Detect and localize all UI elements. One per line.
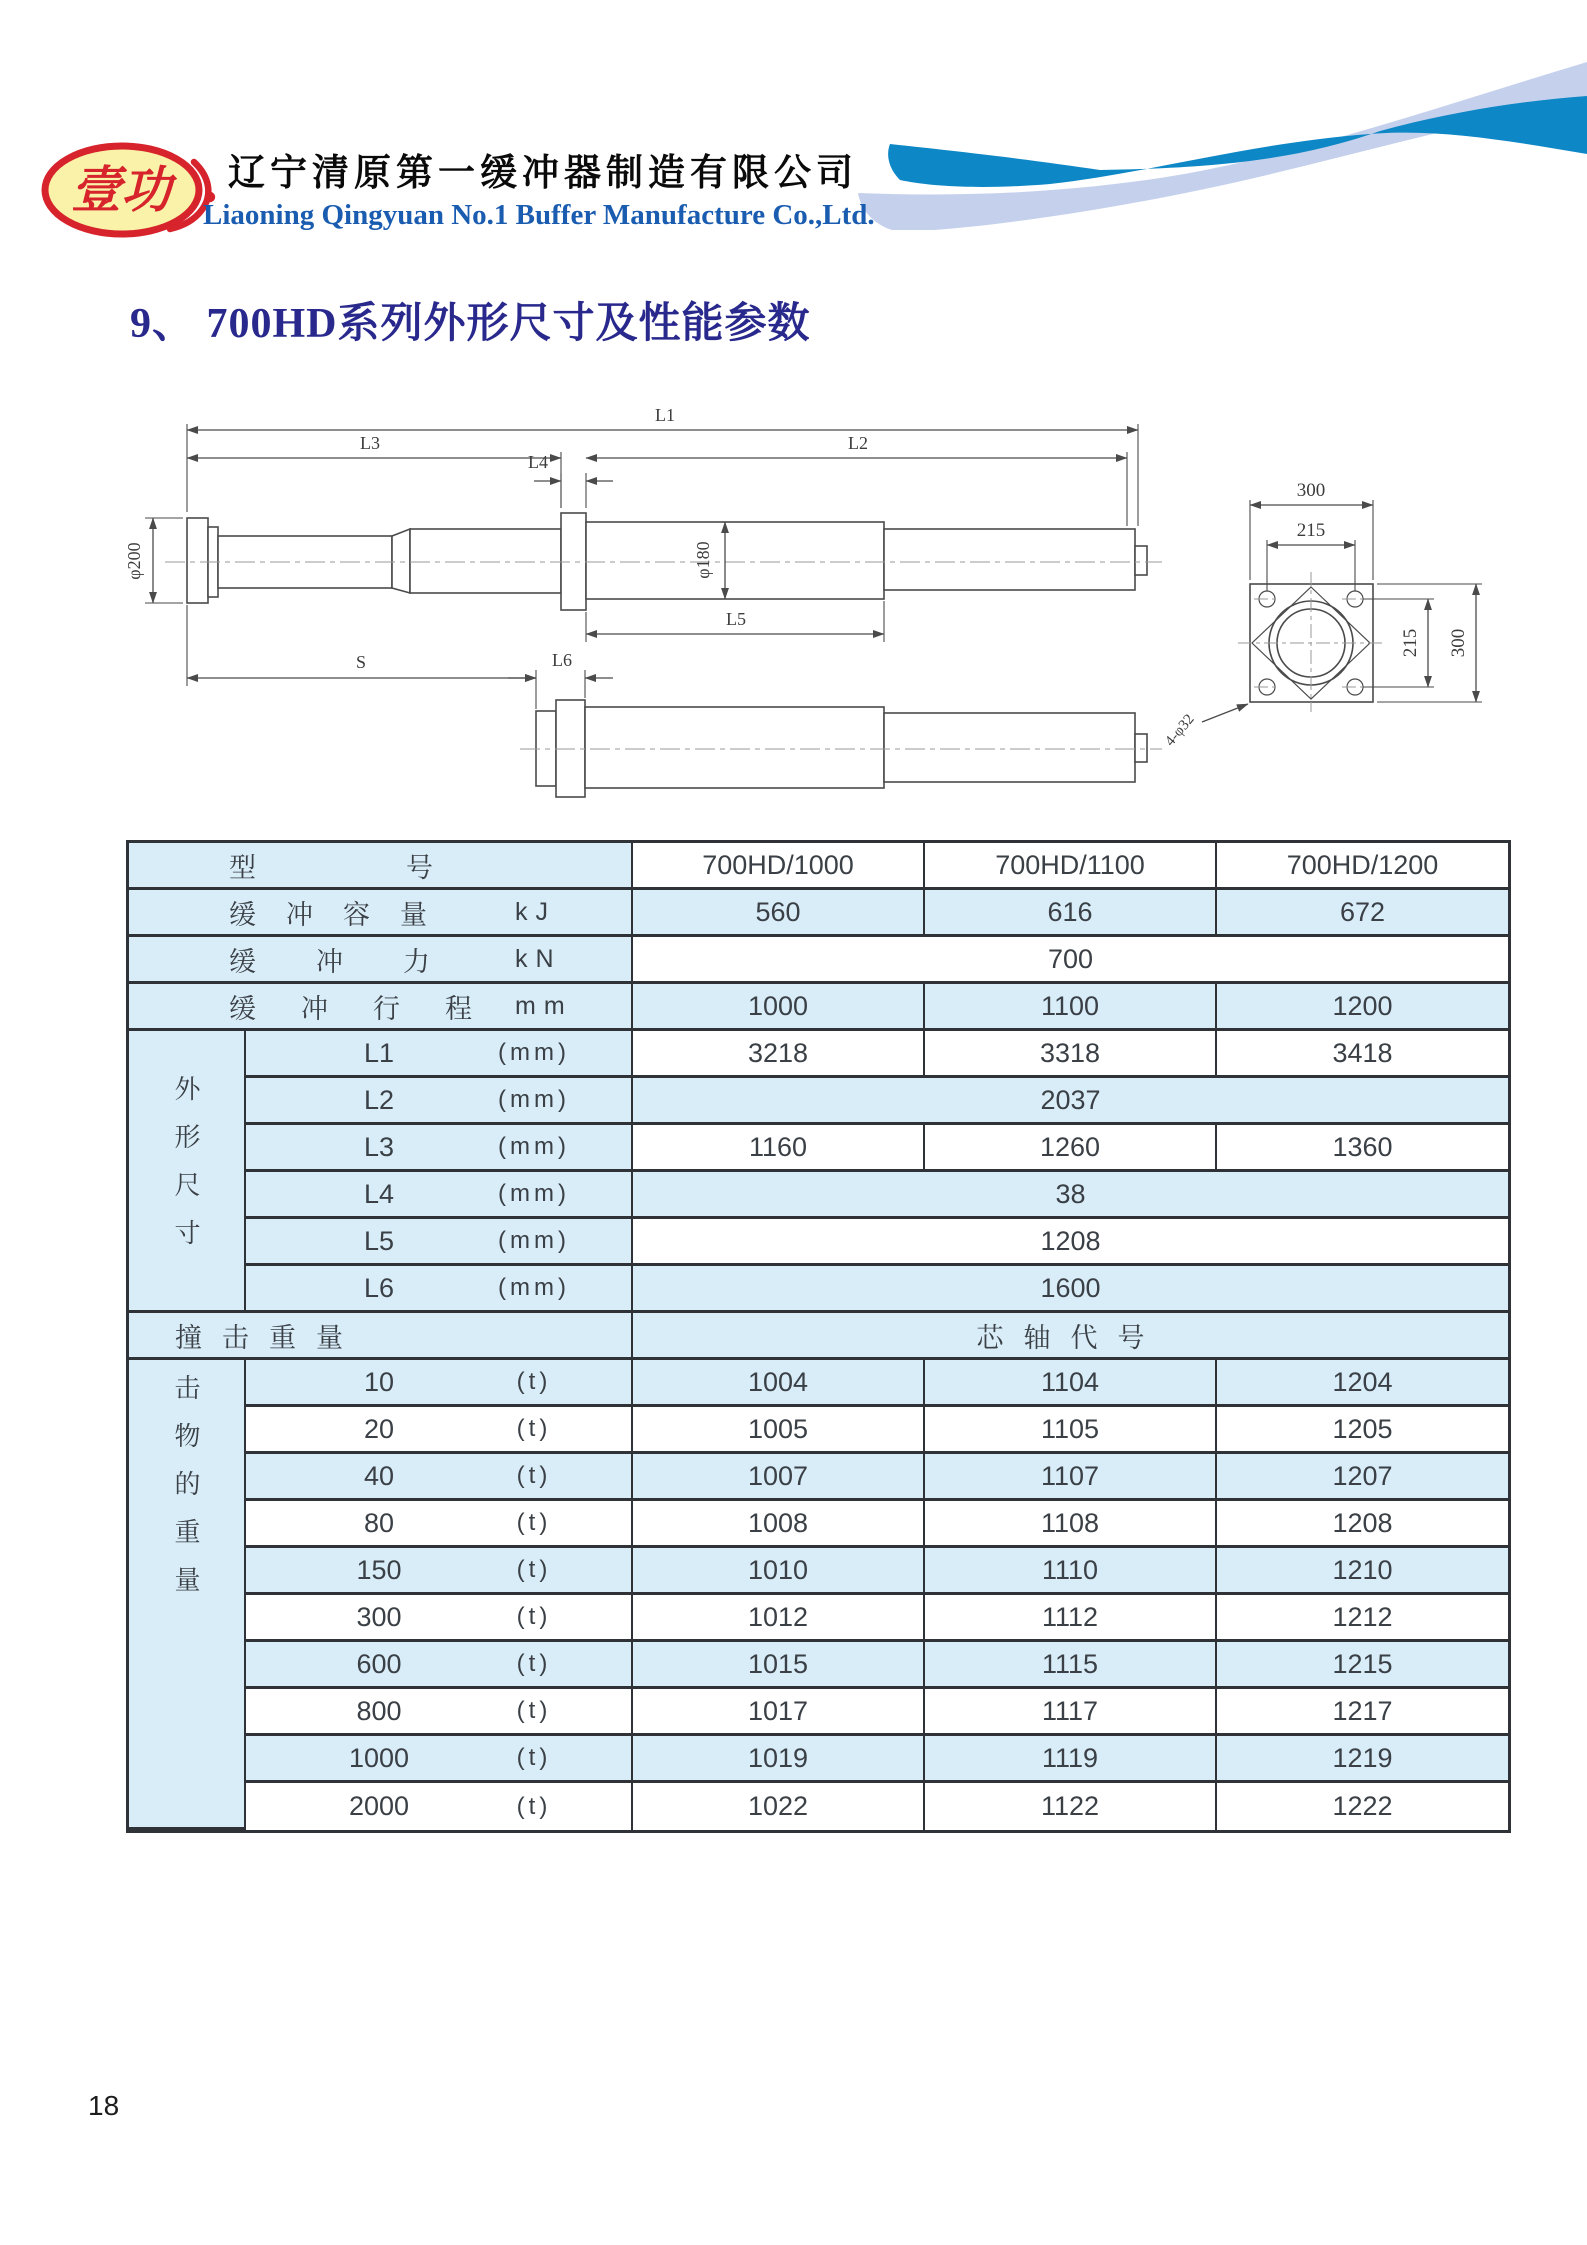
code-cell: 1104: [925, 1360, 1217, 1407]
dim-L2-value: 2037: [633, 1078, 1508, 1125]
dim-L6-value: 1600: [633, 1266, 1508, 1313]
dim-label-L2: L2: [848, 433, 868, 453]
code-cell: 1012: [633, 1595, 925, 1642]
dim-L2-name: L2: [363, 1084, 395, 1115]
dim-label-L3: L3: [360, 433, 380, 453]
weight-300-label: [246, 1595, 633, 1642]
weight-80-label: [246, 1501, 633, 1548]
dim-L3-label: [246, 1125, 633, 1172]
capacity-unit: kJ: [515, 897, 556, 926]
weight-600-value: 600: [356, 1648, 402, 1679]
dim-L4-value: 38: [633, 1172, 1508, 1219]
weight-40-label: [246, 1454, 633, 1501]
capacity-label-text: 缓冲容量: [229, 899, 457, 930]
dim-L4-unit: (mm): [498, 1180, 570, 1207]
code-cell: 1008: [633, 1501, 925, 1548]
capacity-cell-1: 560: [633, 890, 925, 937]
code-cell: 1022: [633, 1783, 925, 1830]
dim-L3-v1: 1160: [633, 1125, 925, 1172]
row-model-label: 型号: [129, 843, 633, 890]
code-cell: 1107: [925, 1454, 1217, 1501]
code-cell: 1105: [925, 1407, 1217, 1454]
dim-L6-unit: (mm): [498, 1274, 570, 1301]
force-value-cell: 700: [633, 937, 1508, 984]
weight-800-label: [246, 1689, 633, 1736]
code-cell: 1208: [1217, 1501, 1508, 1548]
weight-300-unit: (t): [516, 1603, 552, 1630]
code-cell: 1004: [633, 1360, 925, 1407]
section-title: 9、 700HD系列外形尺寸及性能参数: [130, 301, 811, 347]
code-cell: 1010: [633, 1548, 925, 1595]
dim-L4-label: [246, 1172, 633, 1219]
weight-20-value: 20: [363, 1413, 395, 1444]
code-cell: 1204: [1217, 1360, 1508, 1407]
dim-label-L1: L1: [655, 405, 675, 425]
weight-40-value: 40: [363, 1460, 395, 1491]
weight-2000-label: [246, 1783, 633, 1830]
technical-drawing: [90, 390, 1550, 830]
weights-group-label: [129, 1360, 246, 1830]
dim-L6-name: L6: [363, 1272, 395, 1303]
stroke-label-text: 缓冲行程: [229, 993, 517, 1024]
dim-L1-v3: 3418: [1217, 1031, 1508, 1078]
weight-80-value: 80: [363, 1507, 395, 1538]
code-cell: 1019: [633, 1736, 925, 1783]
weight-1000-value: 1000: [348, 1742, 410, 1773]
dim-L1-v2: 3318: [925, 1031, 1217, 1078]
weight-800-unit: (t): [516, 1697, 552, 1724]
dim-L5-unit: (mm): [498, 1227, 570, 1254]
dim-label-dia180: φ180: [693, 541, 713, 579]
company-logo: [40, 140, 225, 240]
dim-L1-label: [246, 1031, 633, 1078]
dim-label-L4: L4: [528, 452, 548, 472]
code-cell: 1108: [925, 1501, 1217, 1548]
dims-group-text: 外形尺寸: [171, 1074, 201, 1267]
weight-150-value: 150: [356, 1554, 402, 1585]
page-number: 18: [88, 2090, 120, 2121]
model-cell-1: 700HD/1000: [633, 843, 925, 890]
code-cell: 1112: [925, 1595, 1217, 1642]
weight-20-label: [246, 1407, 633, 1454]
dim-L5-value: 1208: [633, 1219, 1508, 1266]
code-cell: 1110: [925, 1548, 1217, 1595]
dim-L6-label: [246, 1266, 633, 1313]
code-cell: 1007: [633, 1454, 925, 1501]
dim-L3-v3: 1360: [1217, 1125, 1508, 1172]
code-cell: 1122: [925, 1783, 1217, 1830]
dim-label-bolt-holes: 4-φ32: [1162, 711, 1198, 750]
dim-L3-name: L3: [363, 1131, 395, 1162]
dim-L4-name: L4: [363, 1178, 395, 1209]
weight-2000-unit: (t): [516, 1792, 552, 1820]
dim-label-flange-width: 300: [1296, 480, 1326, 501]
weight-10-value: 10: [363, 1366, 395, 1397]
dim-label-flange-height: 300: [1448, 628, 1469, 658]
row-force-label: [129, 937, 633, 984]
capacity-cell-2: 616: [925, 890, 1217, 937]
dim-L5-name: L5: [363, 1225, 395, 1256]
code-cell: 1217: [1217, 1689, 1508, 1736]
weight-150-unit: (t): [516, 1556, 552, 1583]
row-capacity-label: [129, 890, 633, 937]
dim-L3-v2: 1260: [925, 1125, 1217, 1172]
code-cell: 1207: [1217, 1454, 1508, 1501]
header-swoosh-graphic: [560, 15, 1587, 230]
stroke-cell-3: 1200: [1217, 984, 1508, 1031]
weight-20-unit: (t): [516, 1415, 552, 1442]
capacity-cell-3: 672: [1217, 890, 1508, 937]
row-stroke-label: [129, 984, 633, 1031]
force-unit: kN: [515, 944, 562, 973]
spindle-code-header: 芯轴代号: [633, 1313, 1508, 1360]
logo-characters: 壹功: [71, 162, 171, 218]
code-cell: 1005: [633, 1407, 925, 1454]
weight-10-unit: (t): [516, 1368, 552, 1395]
stroke-cell-2: 1100: [925, 984, 1217, 1031]
code-cell: 1222: [1217, 1783, 1508, 1830]
weight-1000-unit: (t): [516, 1744, 552, 1771]
model-cell-3: 700HD/1200: [1217, 843, 1508, 890]
code-cell: 1215: [1217, 1642, 1508, 1689]
weight-800-value: 800: [356, 1695, 402, 1726]
spec-table: [126, 840, 1511, 1833]
weight-80-unit: (t): [516, 1509, 552, 1536]
code-cell: 1117: [925, 1689, 1217, 1736]
dim-label-dia200: φ200: [124, 542, 144, 580]
dim-L2-label: [246, 1078, 633, 1125]
dim-L5-label: [246, 1219, 633, 1266]
code-cell: 1115: [925, 1642, 1217, 1689]
stroke-unit: mm: [515, 991, 573, 1020]
code-cell: 1015: [633, 1642, 925, 1689]
code-cell: 1017: [633, 1689, 925, 1736]
force-label-text: 缓冲力: [229, 946, 490, 977]
weight-40-unit: (t): [516, 1462, 552, 1489]
swoosh-light-ribbon: [858, 62, 1587, 230]
dim-label-bolt-spacing-v: 215: [1400, 628, 1421, 658]
weight-300-value: 300: [356, 1601, 402, 1632]
flange-extension-lines: [1250, 500, 1482, 702]
weight-10-label: [246, 1360, 633, 1407]
dim-label-S: S: [356, 652, 367, 672]
weight-150-label: [246, 1548, 633, 1595]
dim-L3-unit: (mm): [498, 1133, 570, 1160]
dims-group-label: [129, 1031, 246, 1313]
code-cell: 1210: [1217, 1548, 1508, 1595]
dim-L1-v1: 3218: [633, 1031, 925, 1078]
dim-L1-name: L1: [363, 1037, 395, 1068]
dim-L1-unit: (mm): [498, 1039, 570, 1066]
weight-600-unit: (t): [516, 1650, 552, 1677]
weight-600-label: [246, 1642, 633, 1689]
impact-weight-header: 撞击重量: [129, 1313, 633, 1360]
stroke-cell-1: 1000: [633, 984, 925, 1031]
code-cell: 1119: [925, 1736, 1217, 1783]
weight-1000-label: [246, 1736, 633, 1783]
dim-label-L5: L5: [726, 609, 746, 629]
dim-label-bolt-spacing: 215: [1296, 520, 1326, 541]
dim-label-L6: L6: [552, 650, 572, 670]
company-name-chinese: 辽宁清原第一缓冲器制造有限公司: [228, 153, 858, 194]
company-name-english: Liaoning Qingyuan No.1 Buffer Manufacture Co.,Ltd.: [203, 199, 875, 231]
weights-group-text: 击物的重量: [171, 1374, 201, 1614]
code-cell: 1219: [1217, 1736, 1508, 1783]
weight-2000-value: 2000: [348, 1791, 410, 1821]
code-cell: 1212: [1217, 1595, 1508, 1642]
model-cell-2: 700HD/1100: [925, 843, 1217, 890]
code-cell: 1205: [1217, 1407, 1508, 1454]
dim-L2-unit: (mm): [498, 1086, 570, 1113]
